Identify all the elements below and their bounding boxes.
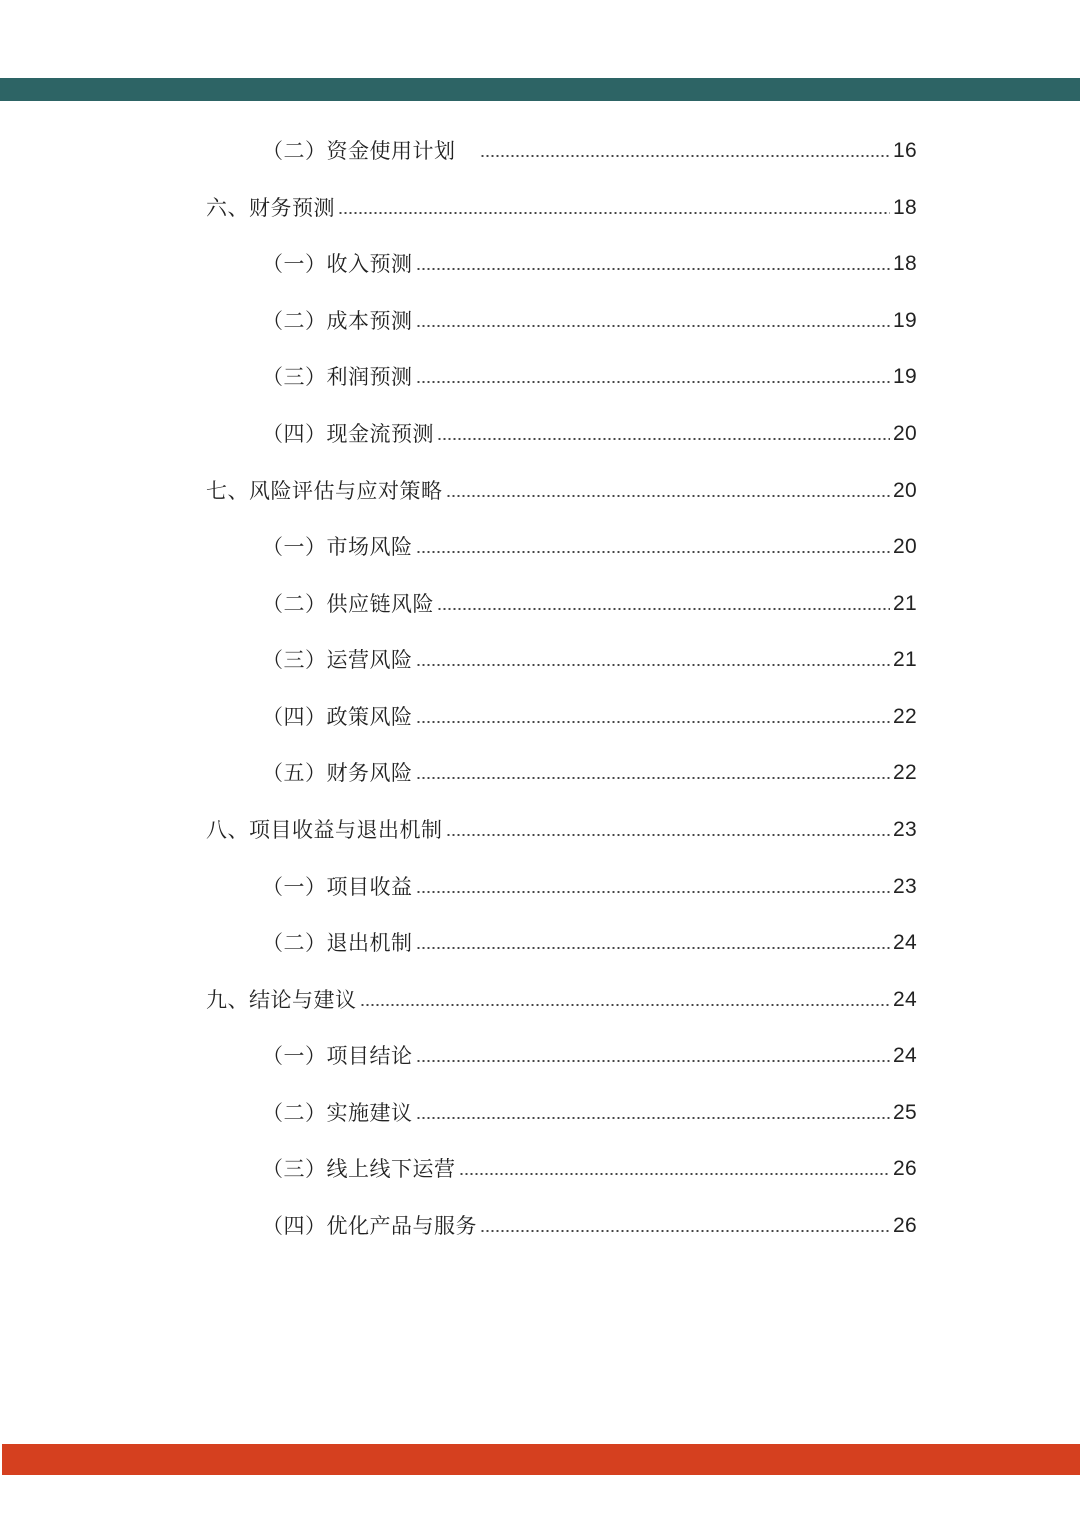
toc-entry-title: （三）运营风险 [262,648,413,672]
toc-entry-title: 八、项目收益与退出机制 [206,818,443,842]
toc-dot-leader [338,212,890,214]
toc-dot-leader [416,664,891,666]
toc-dot-leader [416,891,891,893]
toc-entry-page: 26 [893,1157,917,1180]
toc-dot-leader [416,551,891,553]
toc-entry-title: （五）财务风险 [262,761,413,785]
toc-entry[interactable] [0,1036,917,1076]
toc-entry-title: （一）项目收益 [262,875,413,899]
toc-entry-title: （二）成本预测 [262,309,413,333]
toc-entry-title: （二）退出机制 [262,931,413,955]
toc-entry[interactable] [0,471,917,511]
toc-entry-page: 22 [893,761,917,784]
toc-entry[interactable] [0,1093,917,1133]
toc-entry-page: 18 [893,252,917,275]
toc-dot-leader [459,1173,891,1175]
toc-dot-leader [416,268,891,270]
toc-dot-leader [360,1004,891,1006]
toc-entry-page: 18 [893,196,917,219]
toc-entry-title: （二）供应链风险 [262,592,434,616]
toc-entry[interactable] [0,753,917,793]
toc-entry[interactable] [0,188,917,228]
toc-dot-leader [480,155,891,157]
toc-entry[interactable] [0,414,917,454]
toc-entry-page: 24 [893,988,917,1011]
toc-entry-page: 21 [893,648,917,671]
toc-dot-leader [416,721,891,723]
toc-entry-page: 23 [893,875,917,898]
toc-entry-title: （二）资金使用计划 [262,139,456,163]
toc-entry-page: 26 [893,1214,917,1237]
toc-entry-title: （四）政策风险 [262,705,413,729]
header-color-band [0,78,1080,101]
toc-entry[interactable] [0,1149,917,1189]
footer-color-band [2,1444,1080,1475]
toc-entry[interactable] [0,867,917,907]
toc-entry[interactable] [0,697,917,737]
toc-dot-leader [416,777,891,779]
toc-entry[interactable] [0,1206,917,1246]
toc-entry-page: 20 [893,535,917,558]
toc-dot-leader [437,438,890,440]
toc-entry[interactable] [0,301,917,341]
toc-dot-leader [480,1230,890,1232]
toc-entry-page: 24 [893,1044,917,1067]
toc-entry-title: （四）现金流预测 [262,422,434,446]
toc-dot-leader [446,834,891,836]
toc-entry-title: （三）利润预测 [262,365,413,389]
toc-entry[interactable] [0,980,917,1020]
toc-entry[interactable] [0,810,917,850]
toc-entry-title: （四）优化产品与服务 [262,1214,477,1238]
toc-entry-page: 22 [893,705,917,728]
toc-entry-title: 六、财务预测 [206,196,335,220]
toc-entry-page: 20 [893,479,917,502]
toc-entry-page: 24 [893,931,917,954]
toc-entry-title: （一）项目结论 [262,1044,413,1068]
toc-dot-leader [446,495,891,497]
toc-entry-page: 20 [893,422,917,445]
toc-entry-title: （二）实施建议 [262,1101,413,1125]
toc-entry[interactable] [0,923,917,963]
toc-entry-page: 16 [893,139,917,162]
toc-entry[interactable] [0,527,917,567]
toc-entry-title: 九、结论与建议 [206,988,357,1012]
toc-entry-page: 19 [893,309,917,332]
toc-entry-page: 21 [893,592,917,615]
toc-entry-page: 23 [893,818,917,841]
toc-dot-leader [416,325,891,327]
toc-dot-leader [416,1060,891,1062]
toc-entry-title: （一）市场风险 [262,535,413,559]
toc-entry[interactable] [0,640,917,680]
toc-entry-page: 25 [893,1101,917,1124]
toc-entry-title: 七、风险评估与应对策略 [206,479,443,503]
toc-entry[interactable] [0,584,917,624]
toc-entry-title: （三）线上线下运营 [262,1157,456,1181]
toc-entry[interactable] [0,357,917,397]
toc-dot-leader [416,1117,891,1119]
toc-dot-leader [416,381,891,383]
toc-dot-leader [416,947,891,949]
toc-entry-page: 19 [893,365,917,388]
toc-entry[interactable] [0,244,917,284]
toc-entry-title: （一）收入预测 [262,252,413,276]
toc-entry[interactable] [0,131,917,171]
toc-dot-leader [437,608,890,610]
